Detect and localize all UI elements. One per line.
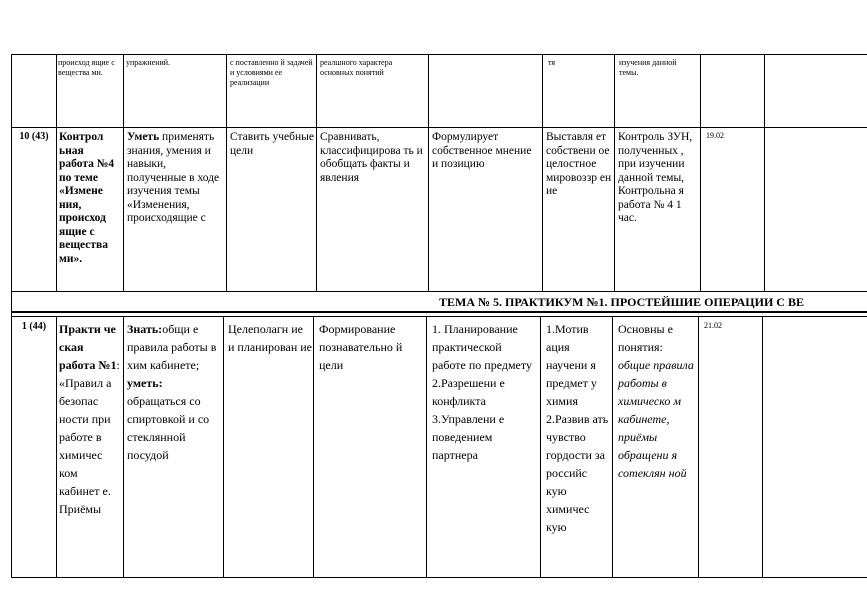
communicative-ulu: Формулирует собственное мнение и позицию bbox=[432, 131, 532, 170]
practical-work-text: : «Правил а безопас ности при работе в химичес ком кабинет е. Приёмы bbox=[59, 358, 120, 516]
column-divider bbox=[542, 54, 543, 292]
column-divider bbox=[123, 54, 124, 292]
can-label: уметь: bbox=[127, 376, 163, 390]
column-divider bbox=[614, 54, 615, 292]
column-divider bbox=[11, 54, 12, 292]
lesson-number: 1 (44) bbox=[21, 321, 47, 332]
subject-results bbox=[127, 320, 222, 464]
skills-heading: Уметь bbox=[127, 131, 160, 143]
table-bottom-border bbox=[11, 577, 867, 578]
column-divider bbox=[226, 54, 227, 292]
column-divider bbox=[223, 316, 224, 578]
skills-text: применять знания, умения и навыки, полученные в ходе изучения темы «Изменения, происходящие с bbox=[127, 131, 220, 224]
regulatory-ulu: Целеполагн ие и планирован ие bbox=[228, 322, 313, 354]
column-divider bbox=[426, 316, 427, 578]
know-label: Знать: bbox=[127, 322, 163, 336]
personal-results: Выставля ет собствени ое целостное мировоззр ен ие bbox=[546, 131, 612, 197]
row-divider bbox=[11, 127, 867, 128]
section-title: ТЕМА № 5. ПРАКТИКУМ №1. ПРОСТЕЙШИЕ ОПЕРАЦИИ С ВЕ bbox=[439, 295, 804, 309]
top-row-topic: происход ящие с вещества ми. bbox=[58, 58, 115, 77]
regulatory-ulu: Ставить учебные цели bbox=[230, 131, 314, 157]
column-divider bbox=[700, 54, 701, 292]
subject-results bbox=[127, 131, 224, 226]
practical-work-title: Практи че ская работа №1 bbox=[59, 322, 117, 372]
column-divider bbox=[428, 54, 429, 292]
lesson-date: 21.02 bbox=[704, 321, 722, 330]
column-divider bbox=[698, 316, 699, 578]
column-divider bbox=[612, 316, 613, 578]
top-row-skills: упражнений. bbox=[126, 58, 171, 67]
column-divider bbox=[313, 316, 314, 578]
personal-results: 1.Мотив ация научени я предмет у химия 2.Развив ать чувство гордости за российс кую химичес кую bbox=[546, 322, 609, 534]
control-form: Контроль ЗУН, полученных , при изучении данной темы, Контрольна я работа № 4 1 час. bbox=[618, 131, 693, 224]
know-text: общи е правила работы в хим кабинете; bbox=[127, 322, 217, 372]
control-form bbox=[618, 320, 698, 482]
column-divider bbox=[316, 54, 317, 292]
top-row-personal: тя bbox=[548, 58, 556, 67]
can-text: обращаться со спиртовкой и со стеклянной посудой bbox=[127, 394, 210, 462]
column-divider bbox=[762, 316, 763, 578]
column-divider bbox=[764, 54, 765, 292]
cognitive-ulu: Формирование познавательно й цели bbox=[319, 322, 403, 372]
column-divider bbox=[11, 316, 12, 578]
column-divider bbox=[540, 316, 541, 578]
column-divider bbox=[56, 54, 57, 292]
lesson-topic bbox=[59, 320, 121, 518]
column-divider bbox=[123, 316, 124, 578]
communicative-ulu: 1. Планирование практической работе по предмету 2.Разрешени е конфликта 3.Управлени е поведением партнера bbox=[432, 322, 532, 462]
cognitive-ulu: Сравнивать, классифицирова ть и обобщать факты и явления bbox=[320, 131, 423, 184]
lesson-date: 19.02 bbox=[706, 131, 724, 140]
lesson-number: 10 (43) bbox=[19, 131, 49, 142]
top-row-regulatory: с поставленно й задачей и условиями ее реализации bbox=[230, 58, 313, 87]
section-heading bbox=[11, 292, 867, 312]
row-divider bbox=[11, 316, 867, 317]
top-row-control: изучения данной темы. bbox=[619, 58, 677, 77]
concepts-heading: Основны е понятия: bbox=[618, 322, 673, 354]
top-row-cognitive: реалшного характера основных понятий bbox=[320, 58, 393, 77]
concepts-list: общие правила работы в химическо м кабинете, приёмы обращени я сотеклян ной bbox=[618, 358, 694, 480]
table-top-border bbox=[11, 54, 867, 55]
column-divider bbox=[56, 316, 57, 578]
lesson-topic: Контрол ьная работа №4 по теме «Измене ния, происход ящие с вещества ми». bbox=[59, 131, 115, 265]
